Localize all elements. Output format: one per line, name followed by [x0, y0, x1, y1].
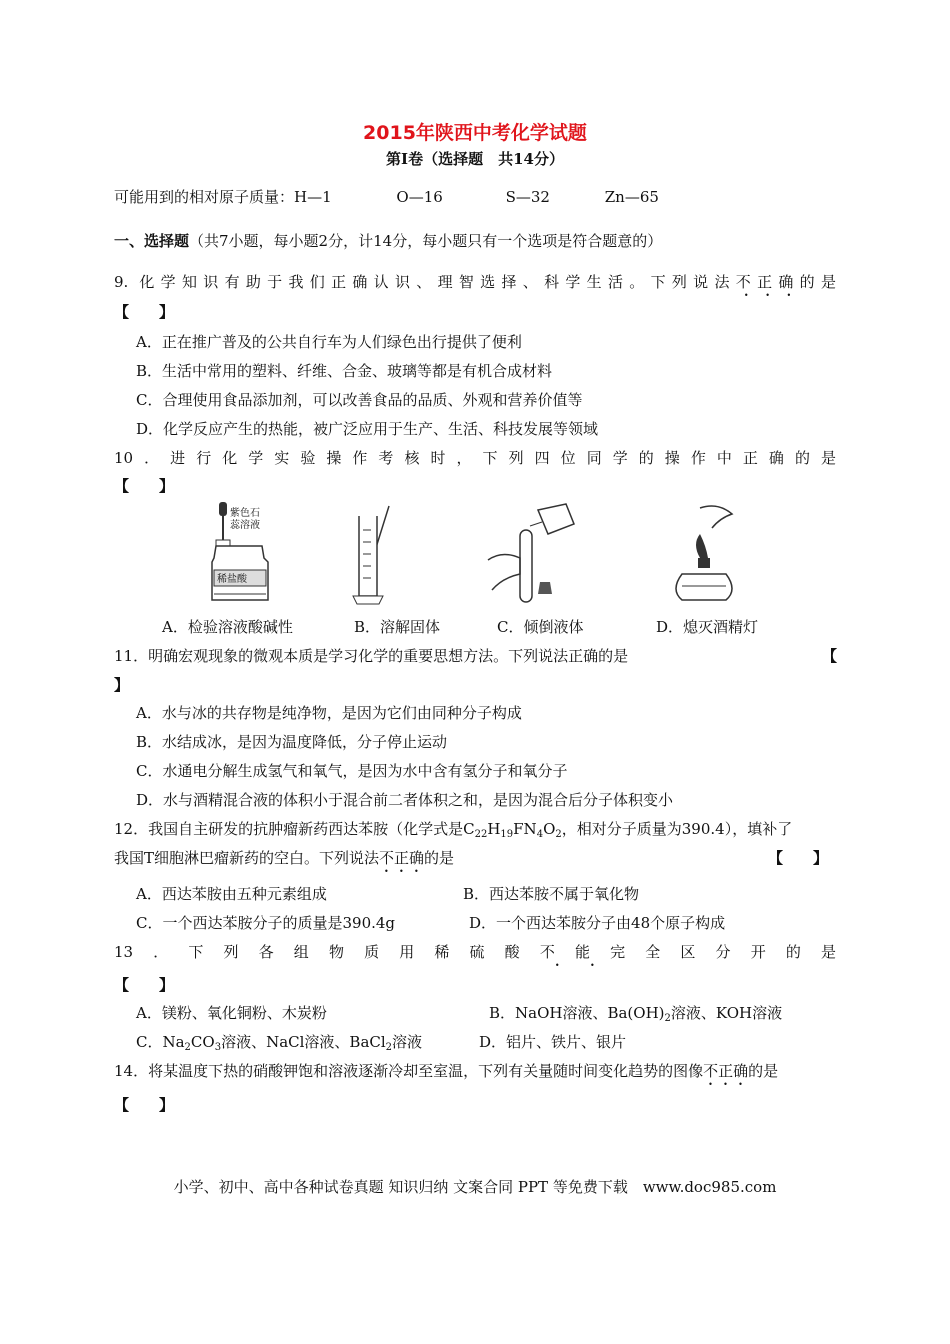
q12-stem-line2: 我国T细胞淋巴瘤新药的空白。下列说法不正确的是: [114, 849, 455, 867]
atomic-masses-line: [114, 187, 659, 207]
q11-option-c: C．水通电分解生成氢气和氧气，是因为水中含有氢分子和氧分子: [136, 762, 568, 780]
fig-a-label-1: 紫色石: [230, 508, 260, 519]
q10-answer-bracket: 【 】: [114, 477, 175, 495]
mass-s: S—32: [505, 188, 550, 206]
q12-emphasis: 不正确: [379, 849, 425, 867]
q11-bracket-open: 【: [822, 647, 838, 665]
q9-option-a: A．正在推广普及的公共自行车为人们绿色出行提供了便利: [136, 333, 522, 351]
q9-option-b: B．生活中常用的塑料、纤维、合金、玻璃等都是有机合成材料: [136, 362, 553, 380]
q13-option-c: C．$Na_2CO_3$溶液、NaCl溶液、BaCl$_2$溶液: [136, 1033, 423, 1053]
q9-option-c: C．合理使用食品添加剂，可以改善食品的品质、外观和营养价值等: [136, 391, 583, 409]
pouring-liquid-figure: [482, 500, 582, 610]
q9-option-d: D．化学反应产生的热能，被广泛应用于生产、生活、科技发展等领域: [136, 420, 599, 438]
mass-o: O—16: [396, 188, 443, 206]
q11-bracket-close: 】: [114, 676, 130, 694]
q13-option-b: B．NaOH溶液、$Ba(OH)_2$溶液、KOH溶液: [489, 1004, 783, 1024]
q12-option-a: A．西达苯胺由五种元素组成: [136, 885, 327, 903]
q10-option-d: D．熄灭酒精灯: [656, 618, 759, 636]
page-footer: 小学、初中、高中各种试卷真题 知识归纳 文案合同 PPT 等免费下载 www.doc985.com: [173, 1178, 777, 1196]
q12-stem-line1: 12．我国自主研发的抗肿瘤新药西达苯胺（化学式是$C_{22}H_{19}FN_4O_2$，相对分子质量为390.4），填补了: [114, 820, 793, 840]
q13-answer-bracket: 【 】: [114, 976, 175, 994]
fig-a-label-2: 蕊溶液: [230, 520, 260, 531]
q10-option-a: A．检验溶液酸碱性: [162, 618, 293, 636]
q12-option-c: C．一个西达苯胺分子的质量是390.4g: [136, 914, 396, 932]
q11-option-d: D．水与酒精混合液的体积小于混合前二者体积之和，是因为混合后分子体积变小: [136, 791, 674, 809]
q9-answer-bracket: 【 】: [114, 303, 175, 321]
section-subtitle: 第Ⅰ卷（选择题 共14分）: [386, 150, 564, 168]
q12-option-d: D．一个西达苯胺分子由48个原子构成: [469, 914, 726, 932]
q11-stem: 11．明确宏观现象的微观本质是学习化学的重要思想方法。下列说法正确的是: [114, 647, 629, 665]
atomic-masses-label: 可能用到的相对原子质量：: [114, 188, 295, 206]
q9-emphasis: 不正确: [735, 273, 800, 291]
q10-stem: 10．进行化学实验操作考核时，下列四位同学的操作中正确的是: [114, 449, 836, 467]
q12-answer-bracket: 【 】: [768, 849, 829, 867]
alcohol-lamp-figure: [660, 500, 750, 610]
page-title: 2015年陕西中考化学试题: [363, 122, 587, 144]
q13-option-a: A．镁粉、氧化铜粉、木炭粉: [136, 1004, 327, 1022]
q14-answer-bracket: 【 】: [114, 1096, 175, 1114]
section-heading-line: [114, 231, 662, 251]
q13-stem: 13．下列各组物质用稀硫酸不能完全区分开的是: [114, 943, 836, 961]
fig-a-label-3: 稀盐酸: [217, 574, 247, 585]
q9-stem: 9. 化学知识有助于我们正确认识、理智选择、科学生活。下列说法不正确的是: [114, 273, 836, 291]
q12-option-b: B．西达苯胺不属于氧化物: [463, 885, 640, 903]
q10-option-b: B．溶解固体: [354, 618, 441, 636]
q14-emphasis: 不正确: [703, 1062, 749, 1080]
q10-option-c: C．倾倒液体: [497, 618, 584, 636]
q14-stem: 14．将某温度下热的硝酸钾饱和溶液逐渐冷却至室温，下列有关量随时间变化趋势的图像不正确的是: [114, 1062, 779, 1080]
q11-option-a: A．水与冰的共存物是纯净物，是因为它们由同种分子构成: [136, 704, 522, 722]
q13-option-d: D．铝片、铁片、银片: [479, 1033, 627, 1051]
section-heading: 一、选择题: [114, 232, 190, 250]
section-note: （共7小题，每小题2分，计14分，每小题只有一个选项是符合题意的）: [189, 232, 663, 250]
graduated-cylinder-figure: [345, 500, 405, 610]
mass-zn: Zn—65: [604, 188, 659, 206]
q11-option-b: B．水结成冰，是因为温度降低，分子停止运动: [136, 733, 448, 751]
q13-emphasis: 不能: [539, 943, 611, 961]
q10-figures: [160, 500, 800, 610]
mass-h: H—1: [294, 188, 332, 206]
